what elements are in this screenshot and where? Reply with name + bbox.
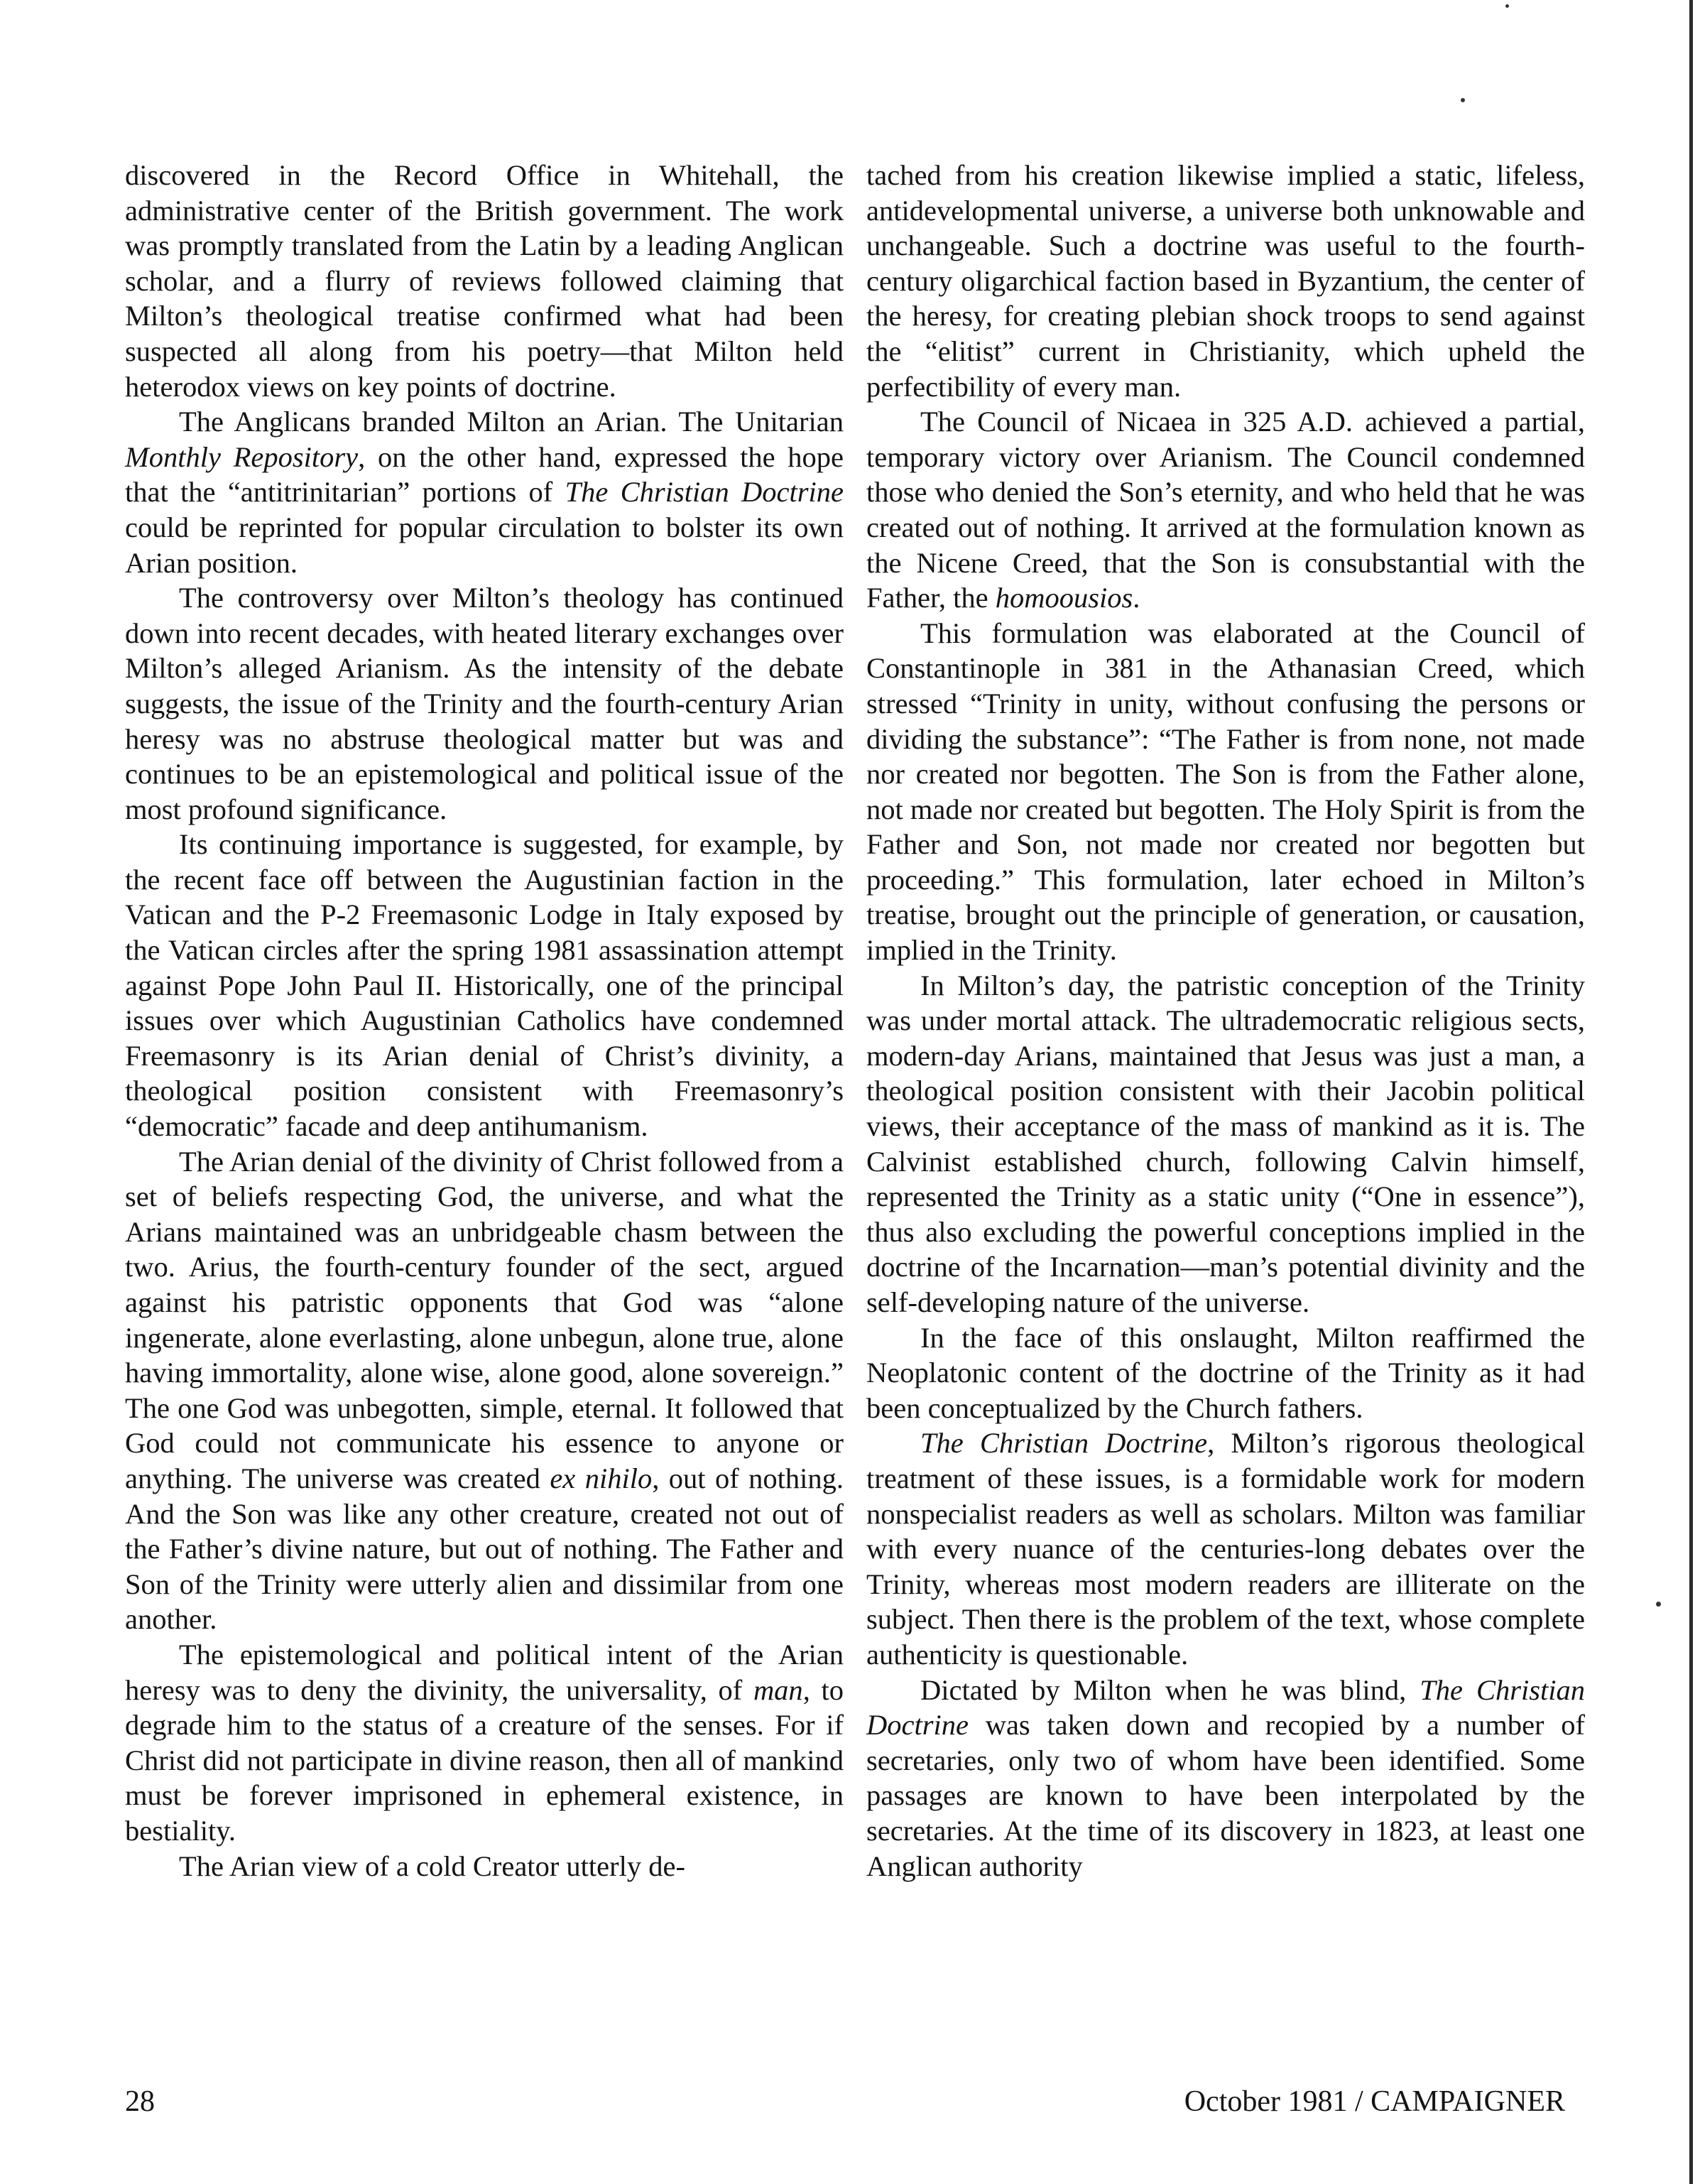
paragraph-text: . xyxy=(1133,582,1140,614)
paragraph-text: could be reprinted for popular circulation to bolster its own Arian position. xyxy=(125,511,844,579)
italic-text: The Christian Doctrine xyxy=(866,1673,1586,1742)
paragraph-text: The Council of Nicaea in 325 A.D. achieved a partial, temporary victory over Arianism. The Council condemned those who denied the Son’s eternity, and who held that he was created out of nothing. It arrived at the formulation known as the Nicene Creed, that the Son is consubstantial with the Father, the xyxy=(866,406,1585,614)
paragraph-text: In the face of this onslaught, Milton reaffirmed the Neoplatonic content of the doctrine of the Trinity as it had been conceptualized by the Church fathers. xyxy=(866,1321,1585,1424)
paragraph-text: , to degrade him to the status of a creature of the senses. For if Christ did not participate in divine reason, then all of mankind must be forever imprisoned in ephemeral existence, in bestiality. xyxy=(125,1673,844,1847)
body-paragraph xyxy=(125,580,844,827)
paragraph-text: Dictated by Milton when he was blind, xyxy=(920,1673,1420,1706)
paragraph-text: discovered in the Record Office in Whitehall, the administrative center of the British government. The work was promptly translated from the Latin by a leading Anglican scholar, and a flurry of reviews followed claiming that Milton’s theological treatise confirmed what had been suspected all along from his poetry—that Milton held heterodox views on key points of doctrine. xyxy=(125,159,844,403)
italic-text: The Christian Doctrine xyxy=(920,1427,1208,1460)
paragraph-text: Its continuing importance is suggested, for example, by the recent face off between the Augustinian faction in the Vatican and the P-2 Freemasonic Lodge in Italy exposed by the Vatican circles after the spring 1981 assassination attempt against Pope John Paul II. Historically, one of the principal issues over which Augustinian Catholics have condemned Freemasonry is its Arian denial of Christ’s divinity, a theological position consistent with Freemasonry’s “democratic” facade and deep antihumanism. xyxy=(125,828,844,1143)
body-paragraph xyxy=(125,1144,844,1637)
paragraph-text: The epistemological and political intent of the Arian heresy was to deny the divinity, the universality, of xyxy=(125,1638,844,1706)
scan-speck xyxy=(1461,98,1465,102)
paragraph-text: The Arian denial of the divinity of Christ followed from a set of beliefs respecting God, the universe, and what the Arians maintained was an unbridgeable chasm between the two. Arius, the fourth-century founder of the sect, argued against his patristic opponents that God was “alone ingenerate, alone everlasting, alone unbegun, alone true, alone having immortality, alone wise, alone good, alone sovereign.” The one God was unbegotten, simple, eternal. It followed that God could not communicate his essence to anyone or anything. The universe was created xyxy=(125,1145,844,1494)
scan-speck xyxy=(1505,4,1509,8)
body-paragraph xyxy=(866,1425,1585,1672)
body-paragraph xyxy=(866,616,1585,968)
body-paragraph xyxy=(125,1637,844,1849)
paragraph-text: , Milton’s rigorous theological treatment of these issues, is a formidable work for modern nonspecialist readers as well as scholars. Milton was familiar with every nuance of the centuries-long debates over the Trinity, whereas most modern readers are illiterate on the subject. Then there is the problem of the text, whose complete authenticity is questionable. xyxy=(866,1427,1585,1670)
body-paragraph xyxy=(866,1320,1585,1426)
italic-text: The Christian Doctrine xyxy=(565,476,844,509)
body-paragraph xyxy=(866,968,1585,1320)
paragraph-text: , out of nothing. And the Son was like any other creature, created not out of the Father’s divine nature, but out of nothing. The Father and Son of the Trinity were utterly alien and dissimilar from one another. xyxy=(125,1462,844,1636)
left-column xyxy=(125,158,844,1884)
body-paragraph xyxy=(125,1849,844,1884)
right-column xyxy=(866,158,1585,1884)
scan-speck xyxy=(1656,1602,1661,1607)
italic-text: man xyxy=(753,1673,803,1706)
paragraph-text: tached from his creation likewise implied a static, lifeless, antidevelopmental universe, a universe both unknowable and unchangeable. Such a doctrine was useful to the fourth-century oligarchical faction based in Byzantium, the center of the heresy, for creating plebian shock troops to send against the “elitist” current in Christianity, which upheld the perfectibility of every man. xyxy=(866,159,1585,403)
running-footer: October 1981 / CAMPAIGNER xyxy=(1184,2085,1565,2118)
paragraph-text: In Milton’s day, the patristic conception of the Trinity was under mortal attack. The ultrademocratic religious sects, modern-day Arians, maintained that Jesus was just a man, a theological position consistent with their Jacobin political views, their acceptance of the mass of mankind as it is. The Calvinist established church, following Calvin himself, represented the Trinity as a static unity (“One in essence”), thus also excluding the powerful conceptions implied in the doctrine of the Incarnation—man’s potential divinity and the self-developing nature of the universe. xyxy=(866,969,1585,1318)
italic-text: homoousios xyxy=(995,582,1133,614)
body-paragraph xyxy=(866,158,1585,404)
page-number: 28 xyxy=(125,2085,155,2118)
body-paragraph xyxy=(125,827,844,1143)
paragraph-text: The controversy over Milton’s theology has continued down into recent decades, with heated literary exchanges over Milton’s alleged Arianism. As the intensity of the debate suggests, the issue of the Trinity and the fourth-century Arian heresy was no abstruse theological matter but was and continues to be an epistemological and political issue of the most profound significance. xyxy=(125,582,844,825)
italic-text: Monthly Repository xyxy=(125,440,359,473)
italic-text: ex nihilo xyxy=(550,1462,653,1494)
body-paragraph xyxy=(125,404,844,580)
paragraph-text: This formulation was elaborated at the Council of Constantinople in 381 in the Athanasian Creed, which stressed “Trinity in unity, without confusing the persons or dividing the substance”: “The Father is from none, not made nor created nor begotten. The Son is from the Father alone, not made nor created but begotten. The Holy Spirit is from the Father and Son, not made nor created nor begotten but proceeding.” This formulation, later echoed in Milton’s treatise, brought out the principle of generation, or causation, implied in the Trinity. xyxy=(866,616,1585,967)
paragraph-text: The Anglicans branded Milton an Arian. The Unitarian xyxy=(179,406,844,438)
body-paragraph xyxy=(125,158,844,404)
paragraph-text: , on the other hand, expressed the hope that the “antitrinitarian” portions of xyxy=(125,440,844,509)
body-paragraph xyxy=(866,1673,1585,1884)
body-paragraph xyxy=(866,404,1585,616)
paragraph-text: The Arian view of a cold Creator utterly de- xyxy=(179,1849,685,1882)
page-edge-rule xyxy=(1689,0,1693,2184)
paragraph-text: was taken down and recopied by a number of secretaries, only two of whom have been identified. Some passages are known to have been interpolated by the secretaries. At the time of its discovery in 1823, at least one Anglican authority xyxy=(866,1709,1585,1882)
